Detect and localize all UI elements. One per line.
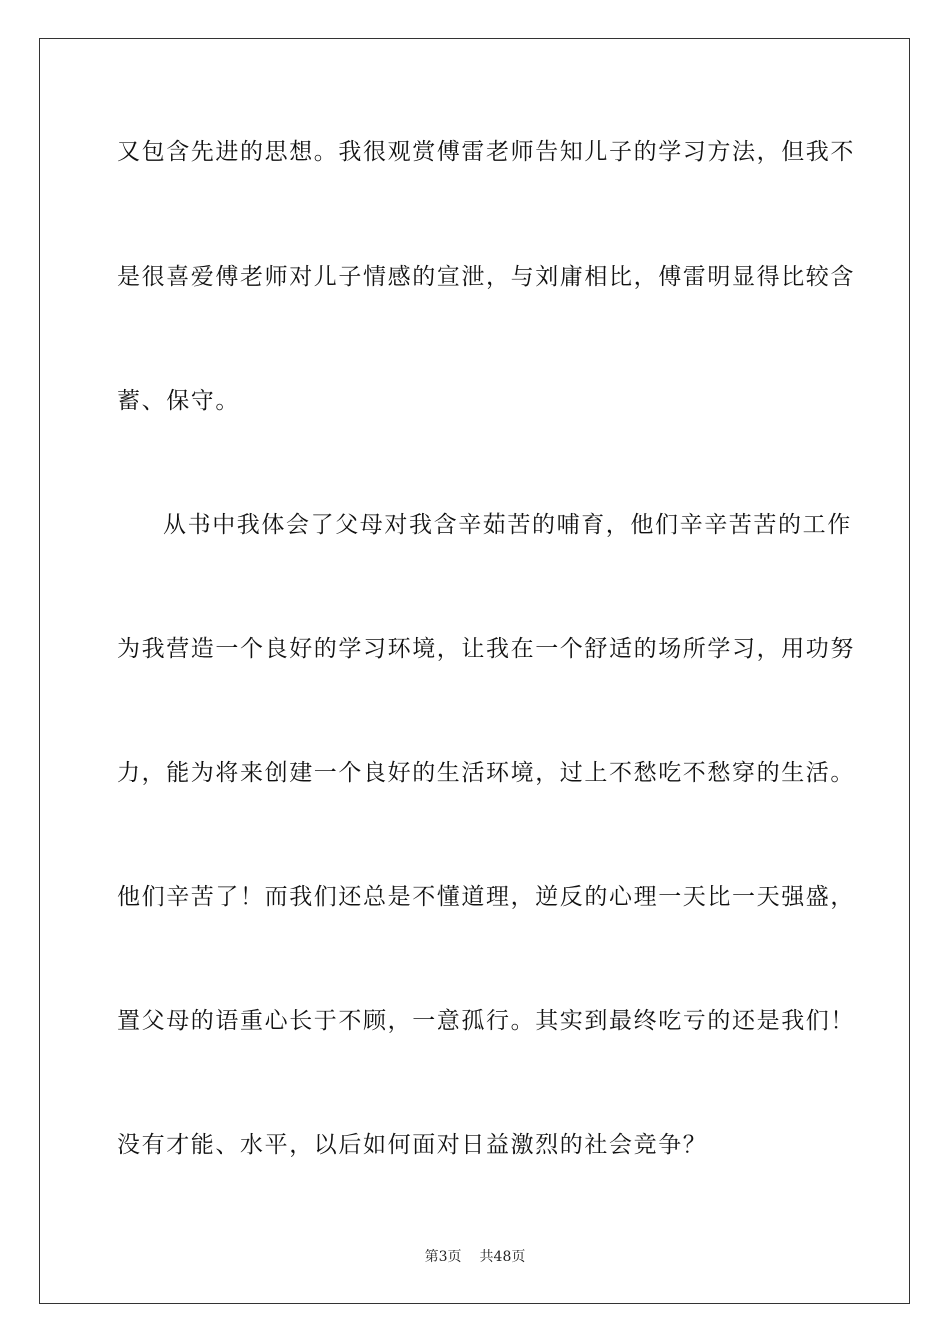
text-line: 他们辛苦了！而我们还总是不懂道理，逆反的心理一天比一天强盛， bbox=[117, 884, 855, 910]
text-line: 力，能为将来创建一个良好的生活环境，过上不愁吃不愁穿的生活。 bbox=[117, 760, 855, 786]
text-line: 为我营造一个良好的学习环境，让我在一个舒适的场所学习，用功努 bbox=[117, 636, 855, 662]
page-border bbox=[39, 38, 910, 1304]
page-footer bbox=[0, 1248, 950, 1266]
text-line: 是很喜爱傅老师对儿子情感的宣泄，与刘庸相比，傅雷明显得比较含 bbox=[117, 264, 855, 290]
text-line-paragraph-start: 从书中我体会了父母对我含辛茹苦的哺育，他们辛辛苦苦的工作 bbox=[163, 512, 852, 538]
page-total: 共48页 bbox=[479, 1249, 526, 1265]
text-line: 又包含先进的思想。我很观赏傅雷老师告知儿子的学习方法，但我不 bbox=[117, 139, 855, 165]
text-line: 置父母的语重心长于不顾，一意孤行。其实到最终吃亏的还是我们！ bbox=[117, 1008, 855, 1034]
text-line: 没有才能、水平，以后如何面对日益激烈的社会竞争？ bbox=[117, 1132, 708, 1158]
page-number: 第3页 bbox=[424, 1249, 462, 1265]
text-line: 蓄、保守。 bbox=[117, 388, 240, 414]
